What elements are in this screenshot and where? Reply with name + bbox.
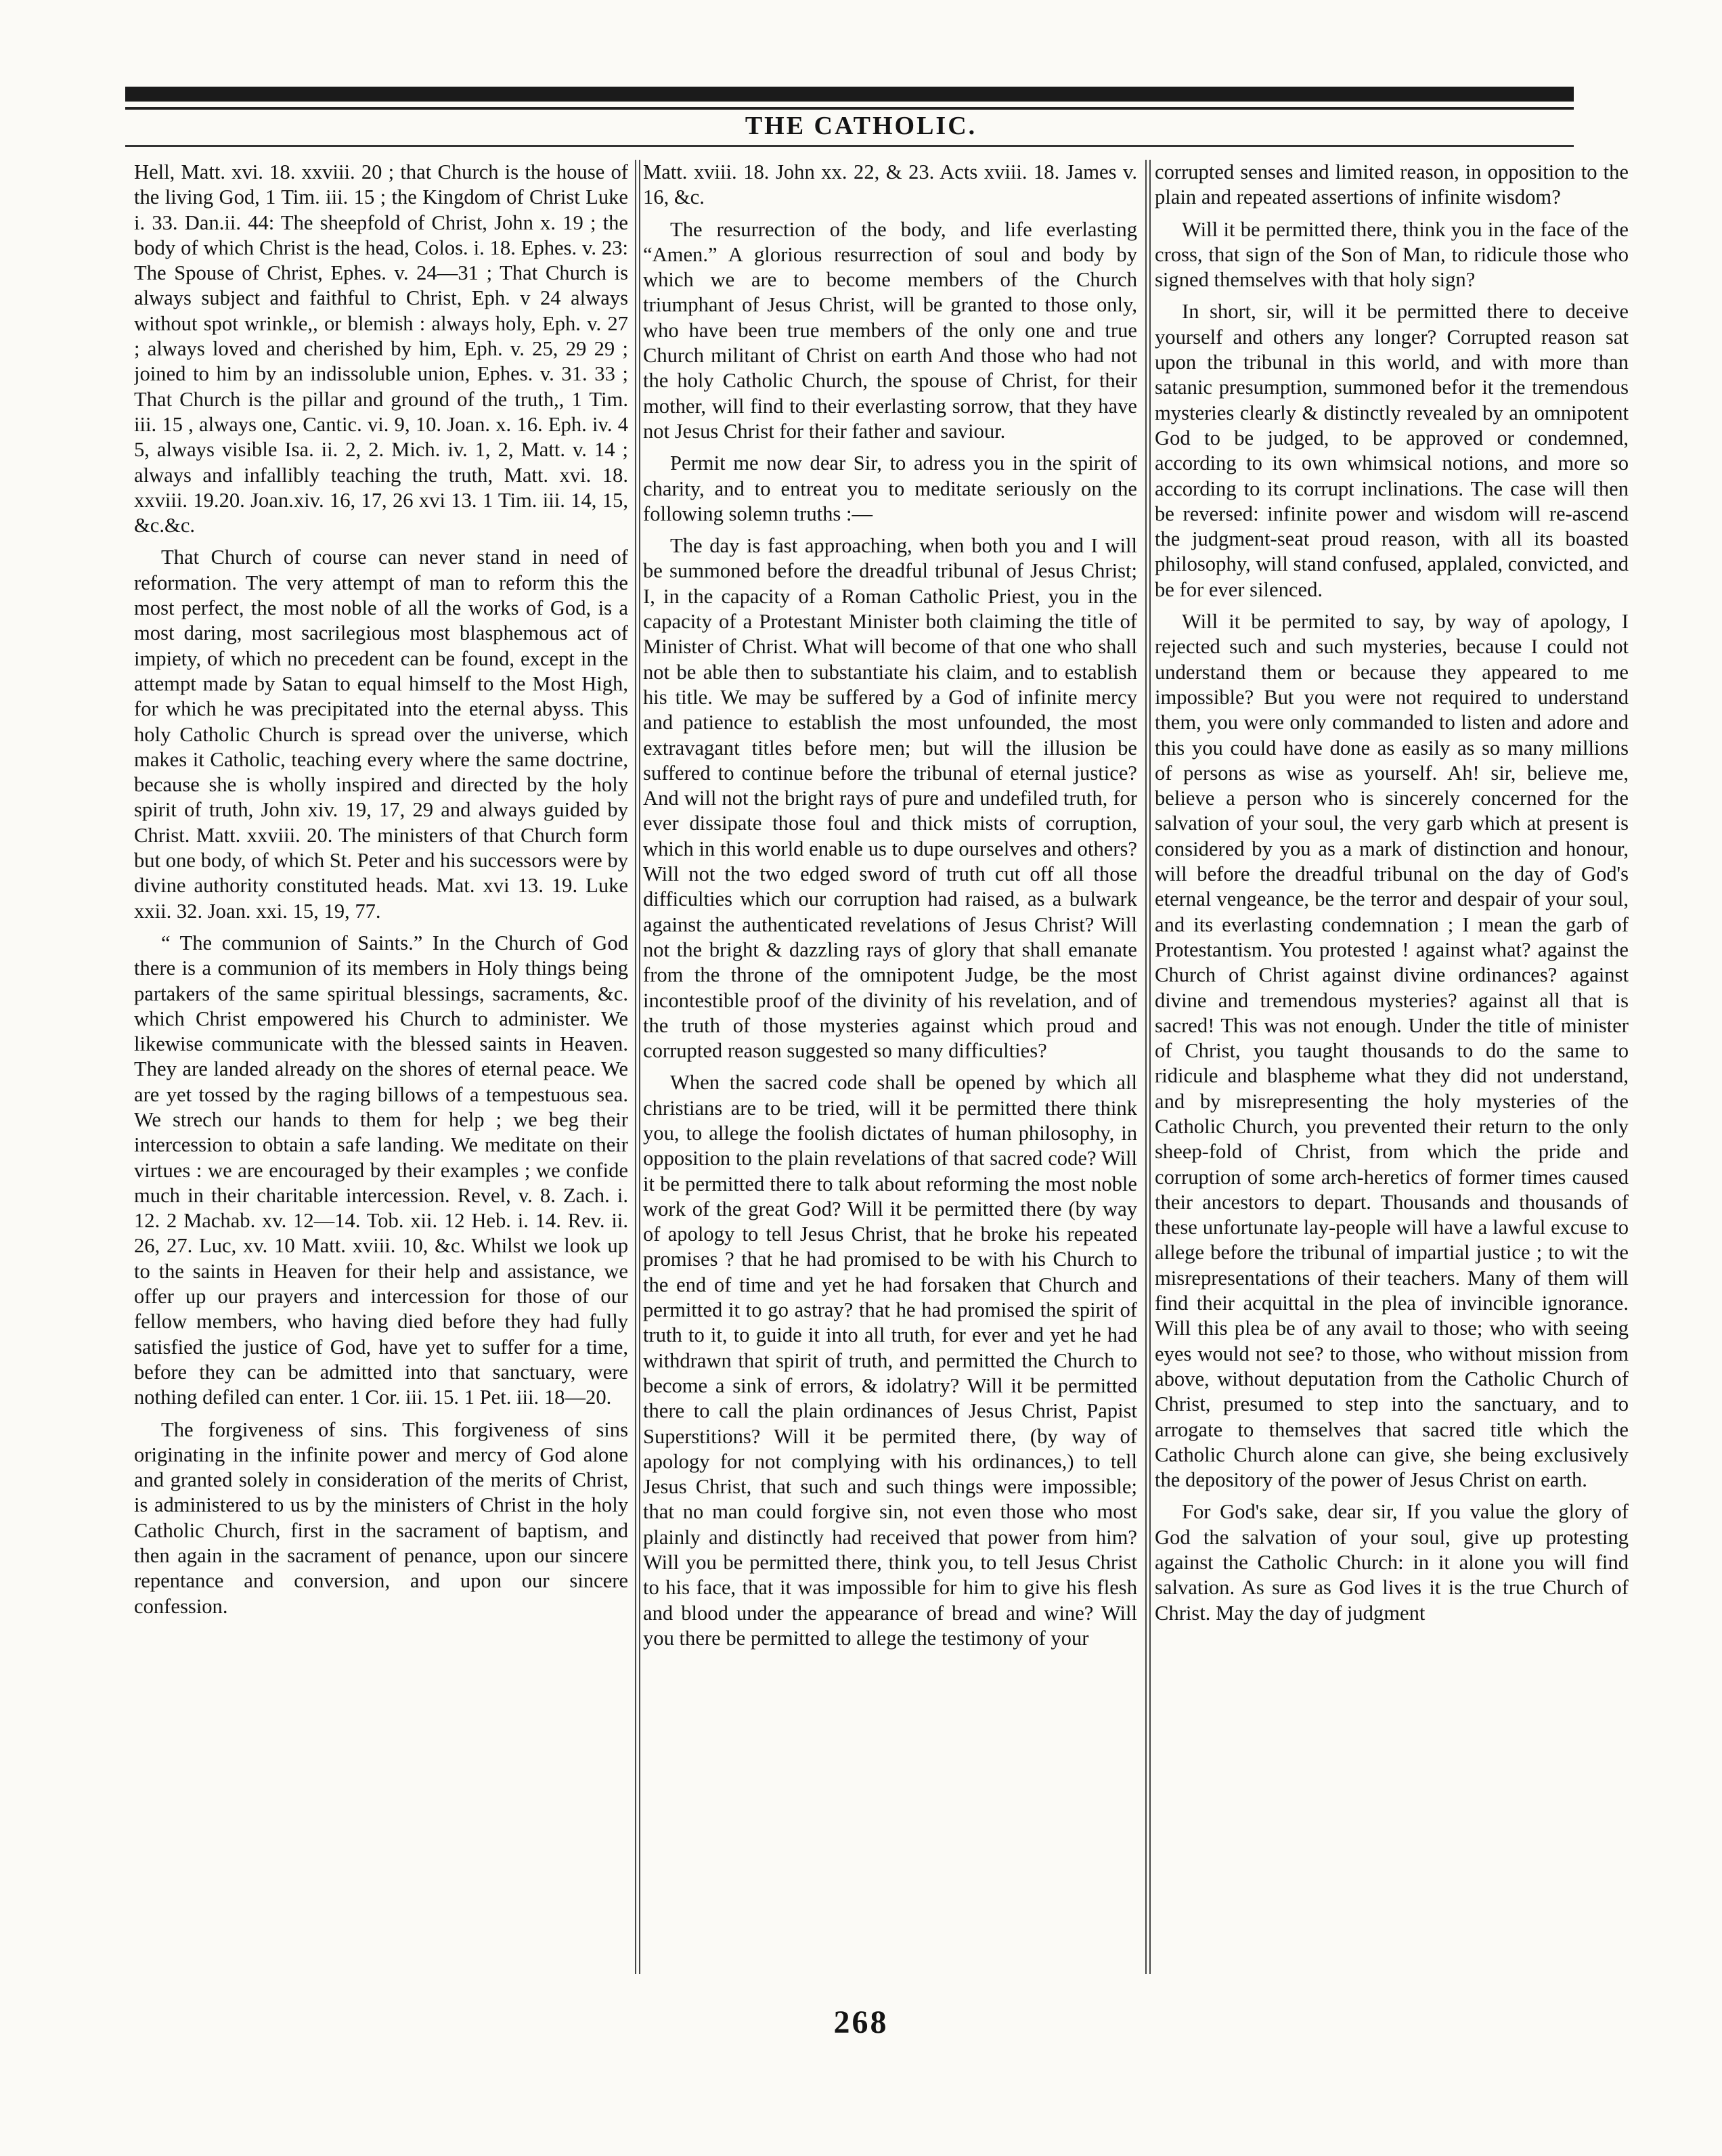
column-1 — [134, 160, 628, 1974]
paragraph: Matt. xviii. 18. John xx. 22, & 23. Acts xviii. 18. James v. 16, &c. — [643, 160, 1137, 209]
paragraph: The resurrection of the body, and life everlasting “Amen.” A glorious resurrection of soul and body by which we are to become members of the Church triumphant of Jesus Christ, will be granted to those only, who have been true members of the only one and true Church militant of Christ on earth And those who had not the holy Catholic Church, the spouse of Christ, for their mother, will find to their everlasting sorrow, that they have not Jesus Christ for their father and saviour. — [643, 217, 1137, 443]
paragraph: “ The communion of Saints.” In the Church of God there is a communion of its members in Holy things being partakers of the same spiritual blessings, sacraments, &c. which Christ empowered his Church to administer. We likewise communicate with the blessed saints in Heaven. They are landed already on the shores of eternal peace. We are yet tossed by the raging billows of a tempestuous sea. We strech our hands to them for help ; we beg their intercession to obtain a safe landing. We meditate on their virtues : we are encouraged by their examples ; we confide much in their charitable intercession. Revel, v. 8. Zach. i. 12. 2 Machab. xv. 12—14. Tob. xii. 12 Heb. i. 14. Rev. ii. 26, 27. Luc, xv. 10 Matt. xviii. 10, &c. Whilst we look up to the saints in Heaven for their help and assistance, we offer up our prayers and intercession for those of our fellow members, who having died before they had fully satisfied the justice of God, have yet to suffer for a time, before they can be admitted into that sanctuary, were nothing defiled can enter. 1 Cor. iii. 15. 1 Pet. iii. 18—20. — [134, 931, 628, 1409]
paragraph: When the sacred code shall be opened by which all christians are to be tried, will it be permitted there think you, to allege the foolish dictates of human philosophy, in opposition to the plain revelations of that sacred code? Will it be permitted there to talk about reforming the most noble work of the great God? Will it be permitted there (by way of apology to tell Jesus Christ, that he broke his repeated promises ? that he had promised to be with his Church to the end of time and yet he had forsaken that Church and permitted it to go astray? that he had promised the spirit of truth to it, to guide it into all truth, for ever and yet he had withdrawn that spirit of truth, and permitted the Church to become a sink of errors, & idolatry? Will it be permitted there to call the plain ordinances of Jesus Christ, Papist Superstitions? Will it be permited there, (by way of apology for not complying with his ordinances,) to tell Jesus Christ, that such and such things were impossible; that no man could forgive sin, not even those who most plainly and distinctly had received that power from him? Will you be permitted there, think you, to tell Jesus Christ to his face, that it was impossible for him to give his flesh and blood under the appearance of bread and wine? Will you there be permitted to allege the testimony of your — [643, 1071, 1137, 1650]
header-rule — [125, 145, 1574, 147]
column-2 — [643, 160, 1137, 1974]
page-number: 268 — [833, 2004, 889, 2040]
paragraph: For God's sake, dear sir, If you value the glory of God the salvation of your soul, give up protesting against the Catholic Church: in it alone you will find salvation. As sure as God lives it is the true Church of Christ. May the day of judgment — [1155, 1500, 1629, 1625]
column-3 — [1155, 160, 1629, 1974]
paragraph: The forgiveness of sins. This forgiveness of sins originating in the infinite power and mercy of God alone and granted solely in consideration of the merits of Christ, is administered to us by the ministers of Christ in the holy Catholic Church, first in the sacrament of baptism, and then again in the sacrament of penance, upon our sincere repentance and conversion, and upon our sincere confession. — [134, 1417, 628, 1618]
paragraph: Will it be permited to say, by way of apology, I rejected such and such mysteries, because I could not understand them or because they appeared to me impossible? But you were not required to understand them, you were only commanded to listen and adore and this you could have done as easily as so many millions of persons as wise as yourself. Ah! sir, believe me, believe a person who is sincerely concerned for the salvation of your soul, the very garb which at present is considered by you as a mark of distinction and honour, will before the dreadful tribunal on the day of God's eternal vengeance, be the terror and despair of your soul, and its everlasting condemnation ; I mean the garb of Protestantism. You protested ! against what? against the Church of Christ against divine ordinances? against divine and tremendous mysteries? against all that is sacred! This was not enough. Under the title of minister of Christ, you taught thousands to do the same to ridicule and blaspheme what they did not understand, and by misrepresenting the holy mysteries of the Catholic Church, you prevented their return to the only sheep-fold of Christ, from which the pride and corruption of some arch-heretics of former times caused their ancestors to depart. Thousands and thousands of these unfortunate lay-people will have a lawful excuse to allege before the tribunal of impartial justice ; to wit the misrepresentations of their teachers. Many of them will find their acquittal in the plea of invincible ignorance. Will this plea be of any avail to those; who with seeing eyes would not see? to those, who without mission from above, without deputation from the Catholic Church of Christ, presumed to step into the sanctuary, and to arrogate to themselves that sacred title which the Catholic Church alone can give, she being exclusively the depository of the power of Jesus Christ on earth. — [1155, 610, 1629, 1492]
column-divider — [1145, 160, 1147, 1974]
masthead-rule-thick — [125, 87, 1574, 102]
column-divider — [635, 160, 636, 1974]
paragraph: In short, sir, will it be permitted there to deceive yourself and others any longer? Corrupted reason sat upon the tribunal in this world, and with more than satanic presumption, summoned befor it the tremendous mysteries clearly & distinctly revealed by an omnipotent God to be judged, to be approved or condemned, according to its own whimsical notions, and more so according to its corrupt inclinations. The case will then be reversed: infinite power and wisdom will re-ascend the judgment-seat proud reason, with all its boasted philosophy, will stand confused, applaled, convicted, and be for ever silenced. — [1155, 300, 1629, 601]
running-title: THE CATHOLIC. — [745, 112, 977, 140]
paragraph: Hell, Matt. xvi. 18. xxviii. 20 ; that Church is the house of the living God, 1 Tim. iii. 15 ; the Kingdom of Christ Luke i. 33. Dan.ii. 44: The sheepfold of Christ, John x. 19 ; the body of which Christ is the head, Colos. i. 18. Ephes. v. 23: The Spouse of Christ, Ephes. v. 24—31 ; That Church is always subject and faithful to Christ, Eph. v 24 always without spot wrinkle,, or blemish : always holy, Eph. v. 27 ; always loved and cherished by him, Eph. v. 25, 29 29 ; joined to him by an indissoluble union, Ephes. v. 31. 33 ; That Church is the pillar and ground of the truth,, 1 Tim. iii. 15 , always one, Cantic. vi. 9, 10. Joan. x. 16. Eph. iv. 4 5, always visible Isa. ii. 2, 2. Mich. iv. 1, 2, Matt. v. 14 ; always and infallibly teaching the truth, Matt. xvi. 18. xxviii. 19.20. Joan.xiv. 16, 17, 26 xvi 13. 1 Tim. iii. 14, 15, &c.&c. — [134, 160, 628, 537]
paragraph: corrupted senses and limited reason, in opposition to the plain and repeated assertions of infinite wisdom? — [1155, 160, 1629, 209]
paragraph: The day is fast approaching, when both you and I will be summoned before the dreadful tribunal of Jesus Christ; I, in the capacity of a Roman Catholic Priest, you in the capacity of a Protestant Minister both claiming the title of Minister of Christ. What will become of that one who shall not be able then to substantiate his claim, and to establish his title. We may be suffered by a God of infinite mercy and patience to establish the most unfounded, the most extravagant titles before men; but will the illusion be suffered to continue before the tribunal of eternal justice? And will not the bright rays of pure and undefiled truth, for ever dissipate those foul and thick mists of corruption, which in this world enable us to dupe ourselves and others? Will not the two edged sword of truth cut off all those difficulties which our corruption had raised, as a bulwark against the authenticated revelations of Jesus Christ? Will not the bright & dazzling rays of glory that shall emanate from the throne of the omnipotent Judge, be the most incontestible proof of the divinity of his revelation, and of the truth of those mysteries against which proud and corrupted reason suggested so many difficulties? — [643, 534, 1137, 1063]
paragraph: Will it be permitted there, think you in the face of the cross, that sign of the Son of Man, to ridicule those who signed themselves with that holy sign? — [1155, 217, 1629, 292]
column-divider — [1149, 160, 1151, 1974]
paragraph: Permit me now dear Sir, to adress you in the spirit of charity, and to entreat you to meditate seriously on the following solemn truths :— — [643, 452, 1137, 525]
column-divider — [639, 160, 640, 1974]
paragraph: That Church of course can never stand in need of reformation. The very attempt of man to reform this the most perfect, the most noble of all the works of God, is a most daring, most sacrilegious most blasphemous act of impiety, of which no precedent can be found, except in the attempt made by Satan to equal himself to the Most High, for which he was precipitated into the eternal abyss. This holy Catholic Church is spread over the universe, which makes it Catholic, teaching every where the same doctrine, because she is wholly inspired and directed by the holy spirit of truth, John xiv. 19, 17, 29 and always guided by Christ. Matt. xxviii. 20. The ministers of that Church form but one body, of which St. Peter and his successors were by divine authority constituted heads. Mat. xvi 13. 19. Luke xxii. 32. Joan. xxi. 15, 19, 77. — [134, 546, 628, 923]
